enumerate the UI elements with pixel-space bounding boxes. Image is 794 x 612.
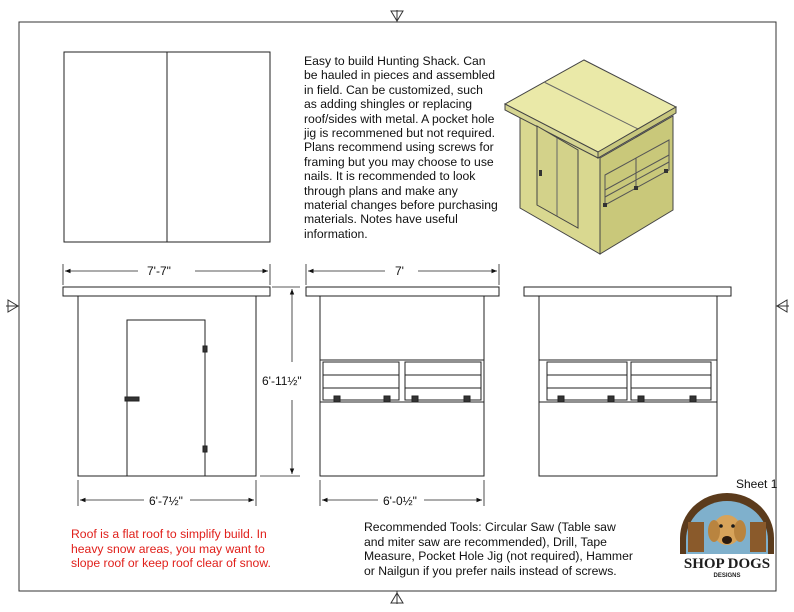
logo-name: SHOP DOGS — [683, 556, 771, 572]
sheet-number: Sheet 1 — [736, 477, 778, 491]
tools-note: Recommended Tools: Circular Saw (Table saw and miter saw are recommended), Drill, Tape Measure, Pocket Hole Jig (not required), Hammer or Nailgun if you prefer nails instead of screws. — [364, 520, 633, 578]
dim-roof-width: 7'-7" — [147, 264, 171, 278]
centering-mark-left — [6, 300, 19, 312]
dim-height: 6'-11½" — [262, 374, 302, 388]
roof-note: Roof is a flat roof to simplify build. In heavy snow areas, you may want to slope roof or keep roof clear of snow. — [71, 527, 271, 571]
isometric-view — [505, 60, 676, 254]
dim-side-width: 6'-0½" — [383, 494, 417, 508]
front-elevation — [63, 287, 270, 476]
centering-mark-bottom — [391, 591, 403, 604]
centering-mark-top — [391, 10, 403, 22]
dim-front-width: 6'-7½" — [149, 494, 183, 508]
dim-side-roof-width: 7' — [395, 264, 404, 278]
top-view — [64, 52, 270, 242]
shop-dogs-logo — [680, 493, 774, 579]
centering-mark-right — [776, 300, 789, 312]
side-elevation-left — [306, 287, 499, 476]
description-text: Easy to build Hunting Shack. Can be hauled in pieces and assembled in field. Can be customized, such as adding shingles or replacing roof/sides with metal. A pocket hole jig is recommened but not required. Plans recommend using screws for framing but you may choose to use nails. It is recommended to look through plans and make any material changes before purchasing materials. Notes have useful information. — [304, 54, 498, 241]
logo-tagline: DESIGNS — [713, 573, 741, 579]
side-elevation-right — [524, 287, 731, 476]
